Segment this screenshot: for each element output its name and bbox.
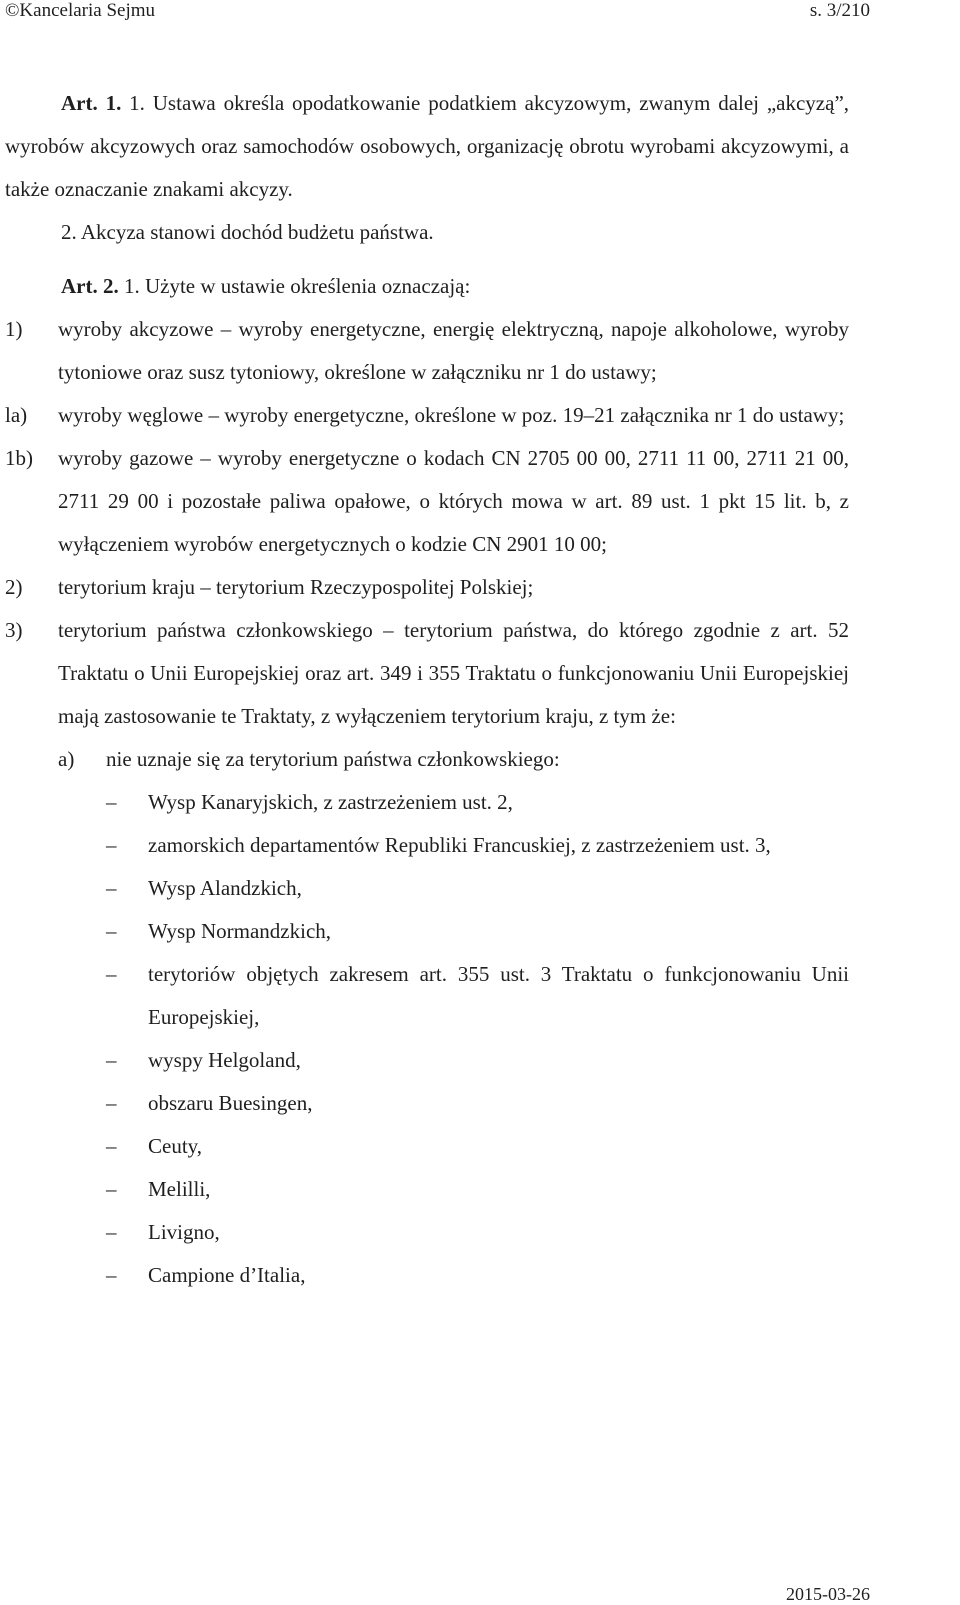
sub-item-text: nie uznaje się za terytorium państwa członkowskiego: bbox=[106, 747, 560, 771]
definition-list bbox=[5, 308, 849, 738]
dash-item bbox=[106, 781, 849, 824]
art2-ust1-number: 1. bbox=[123, 274, 140, 298]
definition-text: wyroby węglowe – wyroby energetyczne, określone w poz. 19–21 załącznika nr 1 do ustawy; bbox=[58, 403, 845, 427]
definition-label: 2) bbox=[5, 575, 23, 599]
sub-item-label: a) bbox=[58, 747, 75, 771]
dash-item bbox=[106, 1082, 849, 1125]
dash-item bbox=[106, 1125, 849, 1168]
dash-text: zamorskich departamentów Republiki Francuskiej, z zastrzeżeniem ust. 3, bbox=[148, 833, 771, 857]
dash-item bbox=[106, 953, 849, 1039]
page-number: s. 3/210 bbox=[809, 0, 870, 21]
definition-text: wyroby akcyzowe – wyroby energetyczne, energię elektryczną, napoje alkoholowe, wyroby tytoniowe oraz susz tytoniowy, określone w załączniku nr 1 do ustawy; bbox=[58, 317, 849, 384]
dash-marker: – bbox=[106, 919, 117, 943]
dash-marker: – bbox=[106, 1263, 117, 1287]
definition-label: 1b) bbox=[5, 446, 33, 470]
dash-marker: – bbox=[106, 1134, 117, 1158]
art1-ust1 bbox=[5, 82, 849, 211]
definition-item bbox=[5, 308, 849, 394]
art1-ust1-number: 1. bbox=[129, 91, 145, 115]
dash-text: Wysp Alandzkich, bbox=[148, 876, 302, 900]
art1-ust1-text: Ustawa określa opodatkowanie podatkiem akcyzowym, zwanym dalej „akcyzą”, wyrobów akcyzowych oraz samochodów osobowych, organizację obrotu wyrobami akcyzowymi, a także oznaczanie znakami akcyzy. bbox=[5, 91, 850, 201]
dash-text: Wysp Kanaryjskich, z zastrzeżeniem ust. 2, bbox=[148, 790, 513, 814]
definition-text: terytorium państwa członkowskiego – terytorium państwa, do którego zgodnie z art. 52 Traktatu o Unii Europejskiej oraz art. 349 i 355 Traktatu o funkcjonowaniu Unii Europejskiej mają zastosowanie te Traktaty, z wyłączeniem terytorium kraju, z tym że: bbox=[58, 618, 849, 728]
definition-text: terytorium kraju – terytorium Rzeczypospolitej Polskiej; bbox=[58, 575, 534, 599]
dash-marker: – bbox=[106, 790, 117, 814]
definition-label: 3) bbox=[5, 618, 23, 642]
definition-label: la) bbox=[5, 403, 28, 427]
dash-marker: – bbox=[106, 876, 117, 900]
document-body bbox=[5, 82, 849, 1297]
dash-text: Wysp Normandzkich, bbox=[148, 919, 332, 943]
dash-item bbox=[106, 1211, 849, 1254]
dash-text: Livigno, bbox=[148, 1220, 220, 1244]
art2-ust1 bbox=[5, 265, 849, 308]
art1-number: Art. 1. bbox=[61, 91, 122, 115]
dash-marker: – bbox=[106, 962, 117, 986]
dash-marker: – bbox=[106, 1091, 117, 1115]
art1-ust2: 2. Akcyza stanowi dochód budżetu państwa. bbox=[61, 220, 434, 244]
definition-item bbox=[5, 394, 849, 437]
dash-text: obszaru Buesingen, bbox=[148, 1091, 313, 1115]
dash-item bbox=[106, 910, 849, 953]
dash-text: Campione d’Italia, bbox=[148, 1263, 306, 1287]
definition-item bbox=[5, 609, 849, 738]
excluded-territories-list bbox=[5, 781, 849, 1297]
dash-item bbox=[106, 867, 849, 910]
dash-text: terytoriów objętych zakresem art. 355 ust. 3 Traktatu o funkcjonowaniu Unii Europejskiej, bbox=[148, 962, 849, 1029]
definition-item bbox=[5, 437, 849, 566]
dash-marker: – bbox=[106, 1220, 117, 1244]
footer-date: 2015-03-26 bbox=[786, 1584, 870, 1604]
definition-item bbox=[5, 566, 849, 609]
dash-marker: – bbox=[106, 833, 117, 857]
art2-number: Art. 2. bbox=[61, 274, 119, 298]
dash-text: Melilli, bbox=[148, 1177, 211, 1201]
definition-label: 1) bbox=[5, 317, 23, 341]
dash-item bbox=[106, 1039, 849, 1082]
copyright-header: ©Kancelaria Sejmu bbox=[5, 0, 156, 21]
dash-item bbox=[106, 1254, 849, 1297]
dash-marker: – bbox=[106, 1177, 117, 1201]
dash-marker: – bbox=[106, 1048, 117, 1072]
art2-intro: Użyte w ustawie określenia oznaczają: bbox=[144, 274, 471, 298]
dash-text: Ceuty, bbox=[148, 1134, 203, 1158]
dash-item bbox=[106, 1168, 849, 1211]
dash-item bbox=[106, 824, 849, 867]
dash-text: wyspy Helgoland, bbox=[148, 1048, 301, 1072]
definition-text: wyroby gazowe – wyroby energetyczne o kodach CN 2705 00 00, 2711 11 00, 2711 21 00, 2711 29 00 i pozostałe paliwa opałowe, o których mowa w art. 89 ust. 1 pkt 15 lit. b, z wyłączeniem wyrobów energetycznych o kodzie CN 2901 10 00; bbox=[58, 446, 849, 556]
sub-item-a bbox=[58, 738, 849, 781]
